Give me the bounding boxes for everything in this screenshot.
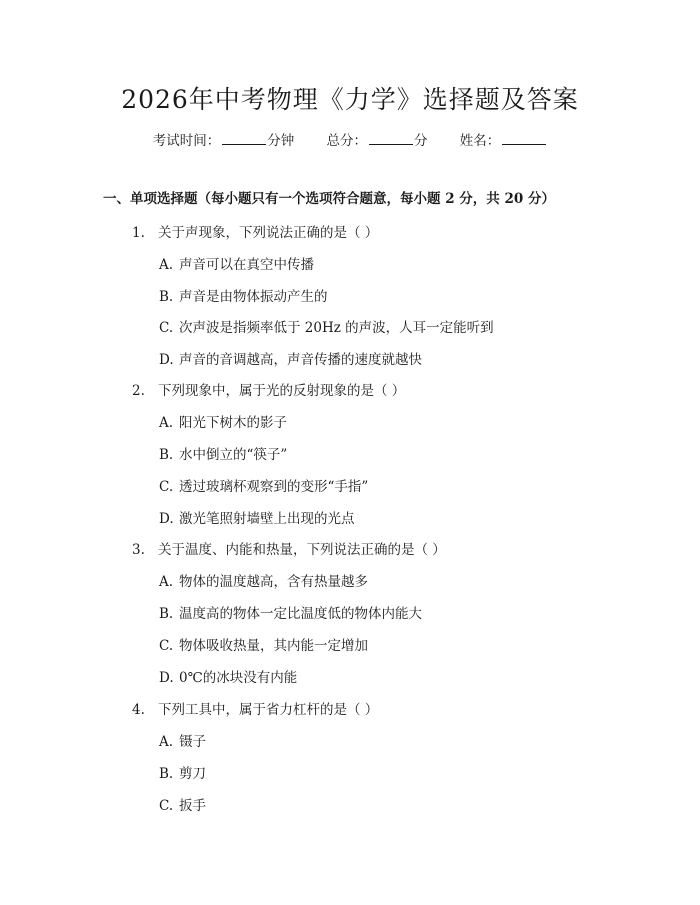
question-1-option-d [159, 350, 422, 370]
option-text: 激光笔照射墙壁上出现的光点 [179, 511, 355, 527]
question-3-option-a [159, 572, 368, 592]
question-2-option-a [159, 413, 287, 433]
option-label: A. [159, 257, 174, 273]
section-heading: 一、单项选择题（每小题只有一个选项符合题意，每小题 2 分，共 20 分） [103, 191, 555, 207]
question-1-option-a [159, 255, 314, 275]
option-text: 次声波是指频率低于 20Hz 的声波，人耳一定能听到 [179, 320, 494, 336]
option-label: A. [159, 574, 174, 590]
question-number: 1. [132, 225, 145, 241]
option-text: 声音可以在真空中传播 [179, 257, 314, 273]
option-text: 声音的音调越高，声音传播的速度就越快 [179, 352, 422, 368]
option-label: B. [159, 447, 174, 463]
exam-info-line [0, 130, 700, 151]
question-1 [132, 223, 378, 243]
total-score-unit: 分 [414, 133, 428, 149]
exam-time-field [153, 130, 295, 151]
question-2-option-b [159, 445, 287, 465]
question-3-option-b [159, 604, 422, 624]
question-4 [132, 700, 378, 720]
question-text: 关于温度、内能和热量，下列说法正确的是（ ） [158, 542, 446, 558]
option-label: B. [159, 766, 174, 782]
student-name-label: 姓名： [459, 133, 501, 149]
question-text: 下列工具中，属于省力杠杆的是（ ） [158, 702, 379, 718]
question-2-option-c [159, 477, 368, 497]
option-text: 温度高的物体一定比温度低的物体内能大 [179, 606, 422, 622]
option-label: A. [159, 415, 174, 431]
question-3 [132, 540, 446, 560]
option-text: 物体的温度越高，含有热量越多 [179, 574, 368, 590]
question-4-option-c [159, 796, 206, 816]
question-3-option-d [159, 668, 297, 688]
question-2 [132, 381, 405, 401]
exam-time-blank [222, 130, 266, 145]
option-label: C. [159, 479, 174, 495]
page-title: 2026年中考物理《力学》选择题及答案 [121, 85, 579, 114]
option-label: D. [159, 352, 174, 368]
student-name-blank [502, 130, 546, 145]
question-number: 3. [132, 542, 145, 558]
exam-time-label: 考试时间： [152, 133, 221, 149]
option-text: 镊子 [179, 734, 206, 750]
option-text: 声音是由物体振动产生的 [179, 289, 328, 305]
option-text: 剪刀 [179, 766, 206, 782]
question-2-option-d [159, 509, 355, 529]
question-number: 2. [132, 383, 145, 399]
total-score-field [327, 130, 428, 151]
option-label: B. [159, 606, 174, 622]
question-number: 4. [132, 702, 145, 718]
total-score-label: 总分： [326, 133, 367, 149]
question-4-option-a [159, 732, 206, 752]
option-text: 0℃的冰块没有内能 [179, 670, 298, 686]
student-name-field [460, 130, 548, 151]
option-text: 透过玻璃杯观察到的变形“手指” [179, 479, 369, 495]
total-score-blank [369, 130, 413, 145]
question-4-option-b [159, 764, 206, 784]
option-label: C. [159, 798, 174, 814]
question-3-option-c [159, 636, 368, 656]
question-1-option-b [159, 287, 328, 307]
question-text: 下列现象中，属于光的反射现象的是（ ） [158, 383, 406, 399]
option-label: A. [159, 734, 174, 750]
option-label: D. [159, 670, 174, 686]
option-text: 阳光下树木的影子 [179, 415, 287, 431]
option-label: C. [159, 638, 174, 654]
question-1-option-c [159, 318, 494, 338]
option-label: C. [159, 320, 174, 336]
exam-time-unit: 分钟 [267, 133, 295, 149]
option-label: B. [159, 289, 174, 305]
option-text: 水中倒立的“筷子” [179, 447, 288, 463]
option-text: 扳手 [179, 798, 206, 814]
option-text: 物体吸收热量，其内能一定增加 [179, 638, 368, 654]
question-text: 关于声现象，下列说法正确的是（ ） [158, 225, 379, 241]
option-label: D. [159, 511, 174, 527]
